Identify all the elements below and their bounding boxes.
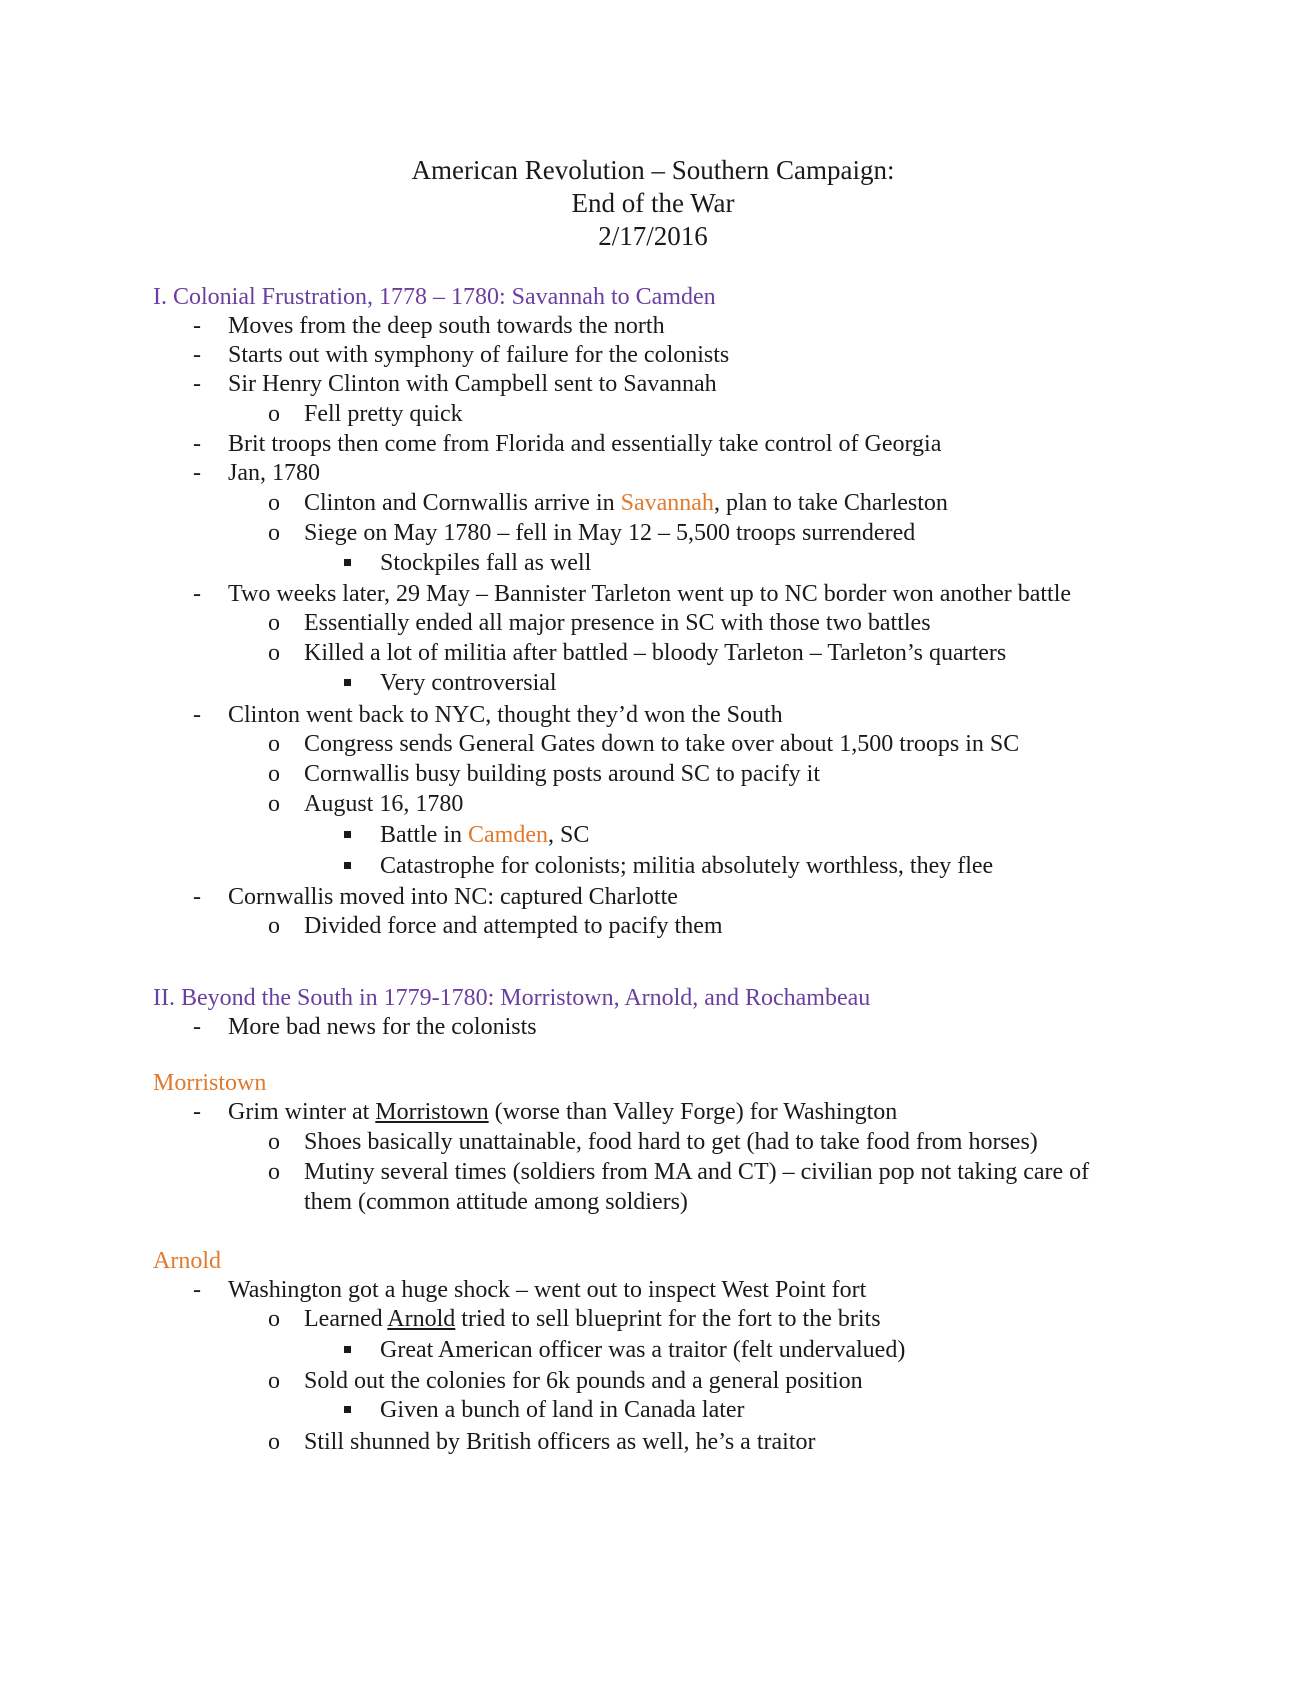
bullet-text (380, 820, 589, 850)
dash-bullet: - (193, 460, 201, 486)
bullet-text: Moves from the deep south towards the north (228, 313, 665, 339)
bullet-text: Cornwallis moved into NC: captured Charlotte (228, 884, 678, 910)
bullet-text: Divided force and attempted to pacify them (304, 913, 723, 939)
circle-bullet: o (268, 761, 280, 787)
underlined-term-morristown: Morristown (375, 1099, 489, 1125)
bullet-text: Congress sends General Gates down to take over about 1,500 troops in SC (304, 731, 1020, 757)
bullet-text: Great American officer was a traitor (felt undervalued) (380, 1337, 906, 1363)
circle-bullet: o (268, 401, 280, 427)
dash-bullet: - (193, 581, 201, 607)
dash-bullet: - (193, 1099, 201, 1125)
dash-bullet: - (193, 702, 201, 728)
circle-bullet: o (268, 1429, 280, 1455)
bullet-text: Killed a lot of militia after battled – bloody Tarleton – Tarleton’s quarters (304, 640, 1007, 666)
bullet-text: Two weeks later, 29 May – Bannister Tarleton went up to NC border won another battle (228, 581, 1072, 607)
bullet-text: Catastrophe for colonists; militia absolutely worthless, they flee (380, 853, 994, 879)
circle-bullet: o (268, 490, 280, 516)
bullet-text: Jan, 1780 (228, 460, 320, 486)
bullet-text: Given a bunch of land in Canada later (380, 1397, 745, 1423)
circle-bullet: o (268, 1159, 280, 1185)
dash-bullet: - (193, 884, 201, 910)
bullet-text: Shoes basically unattainable, food hard to get (had to take food from horses) (304, 1129, 1038, 1155)
circle-bullet: o (268, 791, 280, 817)
square-bullet-icon (344, 1346, 351, 1353)
bullet-text: Clinton went back to NYC, thought they’d won the South (228, 702, 783, 728)
dash-bullet: - (193, 371, 201, 397)
text-run: , plan to take Charleston (713, 490, 948, 516)
text-run: tried to sell blueprint for the fort to the brits (455, 1306, 881, 1332)
section-heading-colonial-frustration: I. Colonial Frustration, 1778 – 1780: Savannah to Camden (153, 284, 716, 310)
bullet-text: Starts out with symphony of failure for the colonists (228, 342, 730, 368)
section-heading-beyond-the-south: II. Beyond the South in 1779-1780: Morristown, Arnold, and Rochambeau (153, 985, 871, 1011)
bullet-text (304, 488, 948, 518)
bullet-text: Brit troops then come from Florida and essentially take control of Georgia (228, 431, 942, 457)
text-run: Learned (304, 1306, 388, 1332)
bullet-text: Cornwallis busy building posts around SC to pacify it (304, 761, 820, 787)
highlighted-place-camden: Camden (467, 822, 548, 848)
text-run: (worse than Valley Forge) for Washington (488, 1099, 898, 1125)
bullet-text: August 16, 1780 (304, 791, 464, 817)
square-bullet-icon (344, 679, 351, 686)
underlined-term-arnold: Arnold (387, 1306, 456, 1332)
bullet-text: Stockpiles fall as well (380, 550, 592, 576)
square-bullet-icon (344, 1406, 351, 1413)
bullet-text: Siege on May 1780 – fell in May 12 – 5,500 troops surrendered (304, 520, 916, 546)
document-title-line2: End of the War (571, 188, 735, 218)
bullet-text: Essentially ended all major presence in SC with those two battles (304, 610, 931, 636)
bullet-text: Sold out the colonies for 6k pounds and a general position (304, 1368, 863, 1394)
document-title-line1: American Revolution – Southern Campaign: (411, 155, 895, 185)
square-bullet-icon (344, 559, 351, 566)
bullet-text: Very controversial (380, 670, 557, 696)
circle-bullet: o (268, 1129, 280, 1155)
dash-bullet: - (193, 342, 201, 368)
document-date: 2/17/2016 (598, 221, 708, 251)
dash-bullet: - (193, 1014, 201, 1040)
square-bullet-icon (344, 862, 351, 869)
circle-bullet: o (268, 1368, 280, 1394)
subheading-arnold: Arnold (153, 1248, 221, 1274)
bullet-text-continuation: them (common attitude among soldiers) (304, 1189, 688, 1215)
dash-bullet: - (193, 431, 201, 457)
circle-bullet: o (268, 731, 280, 757)
text-run: , SC (547, 822, 590, 848)
dash-bullet: - (193, 313, 201, 339)
bullet-text: Fell pretty quick (304, 401, 463, 427)
square-bullet-icon (344, 831, 351, 838)
bullet-text (304, 1304, 881, 1334)
subheading-morristown: Morristown (153, 1070, 267, 1096)
dash-bullet: - (193, 1277, 201, 1303)
bullet-text: Mutiny several times (soldiers from MA and CT) – civilian pop not taking care of (304, 1159, 1090, 1185)
text-run: Grim winter at (228, 1099, 376, 1125)
bullet-text: More bad news for the colonists (228, 1014, 537, 1040)
highlighted-place-savannah: Savannah (620, 490, 714, 516)
circle-bullet: o (268, 520, 280, 546)
circle-bullet: o (268, 640, 280, 666)
text-run: Clinton and Cornwallis arrive in (304, 490, 621, 516)
circle-bullet: o (268, 913, 280, 939)
text-run: Battle in (380, 822, 468, 848)
circle-bullet: o (268, 1306, 280, 1332)
bullet-text (228, 1097, 897, 1127)
circle-bullet: o (268, 610, 280, 636)
bullet-text: Still shunned by British officers as well, he’s a traitor (304, 1429, 816, 1455)
bullet-text: Sir Henry Clinton with Campbell sent to Savannah (228, 371, 717, 397)
bullet-text: Washington got a huge shock – went out to inspect West Point fort (228, 1277, 867, 1303)
